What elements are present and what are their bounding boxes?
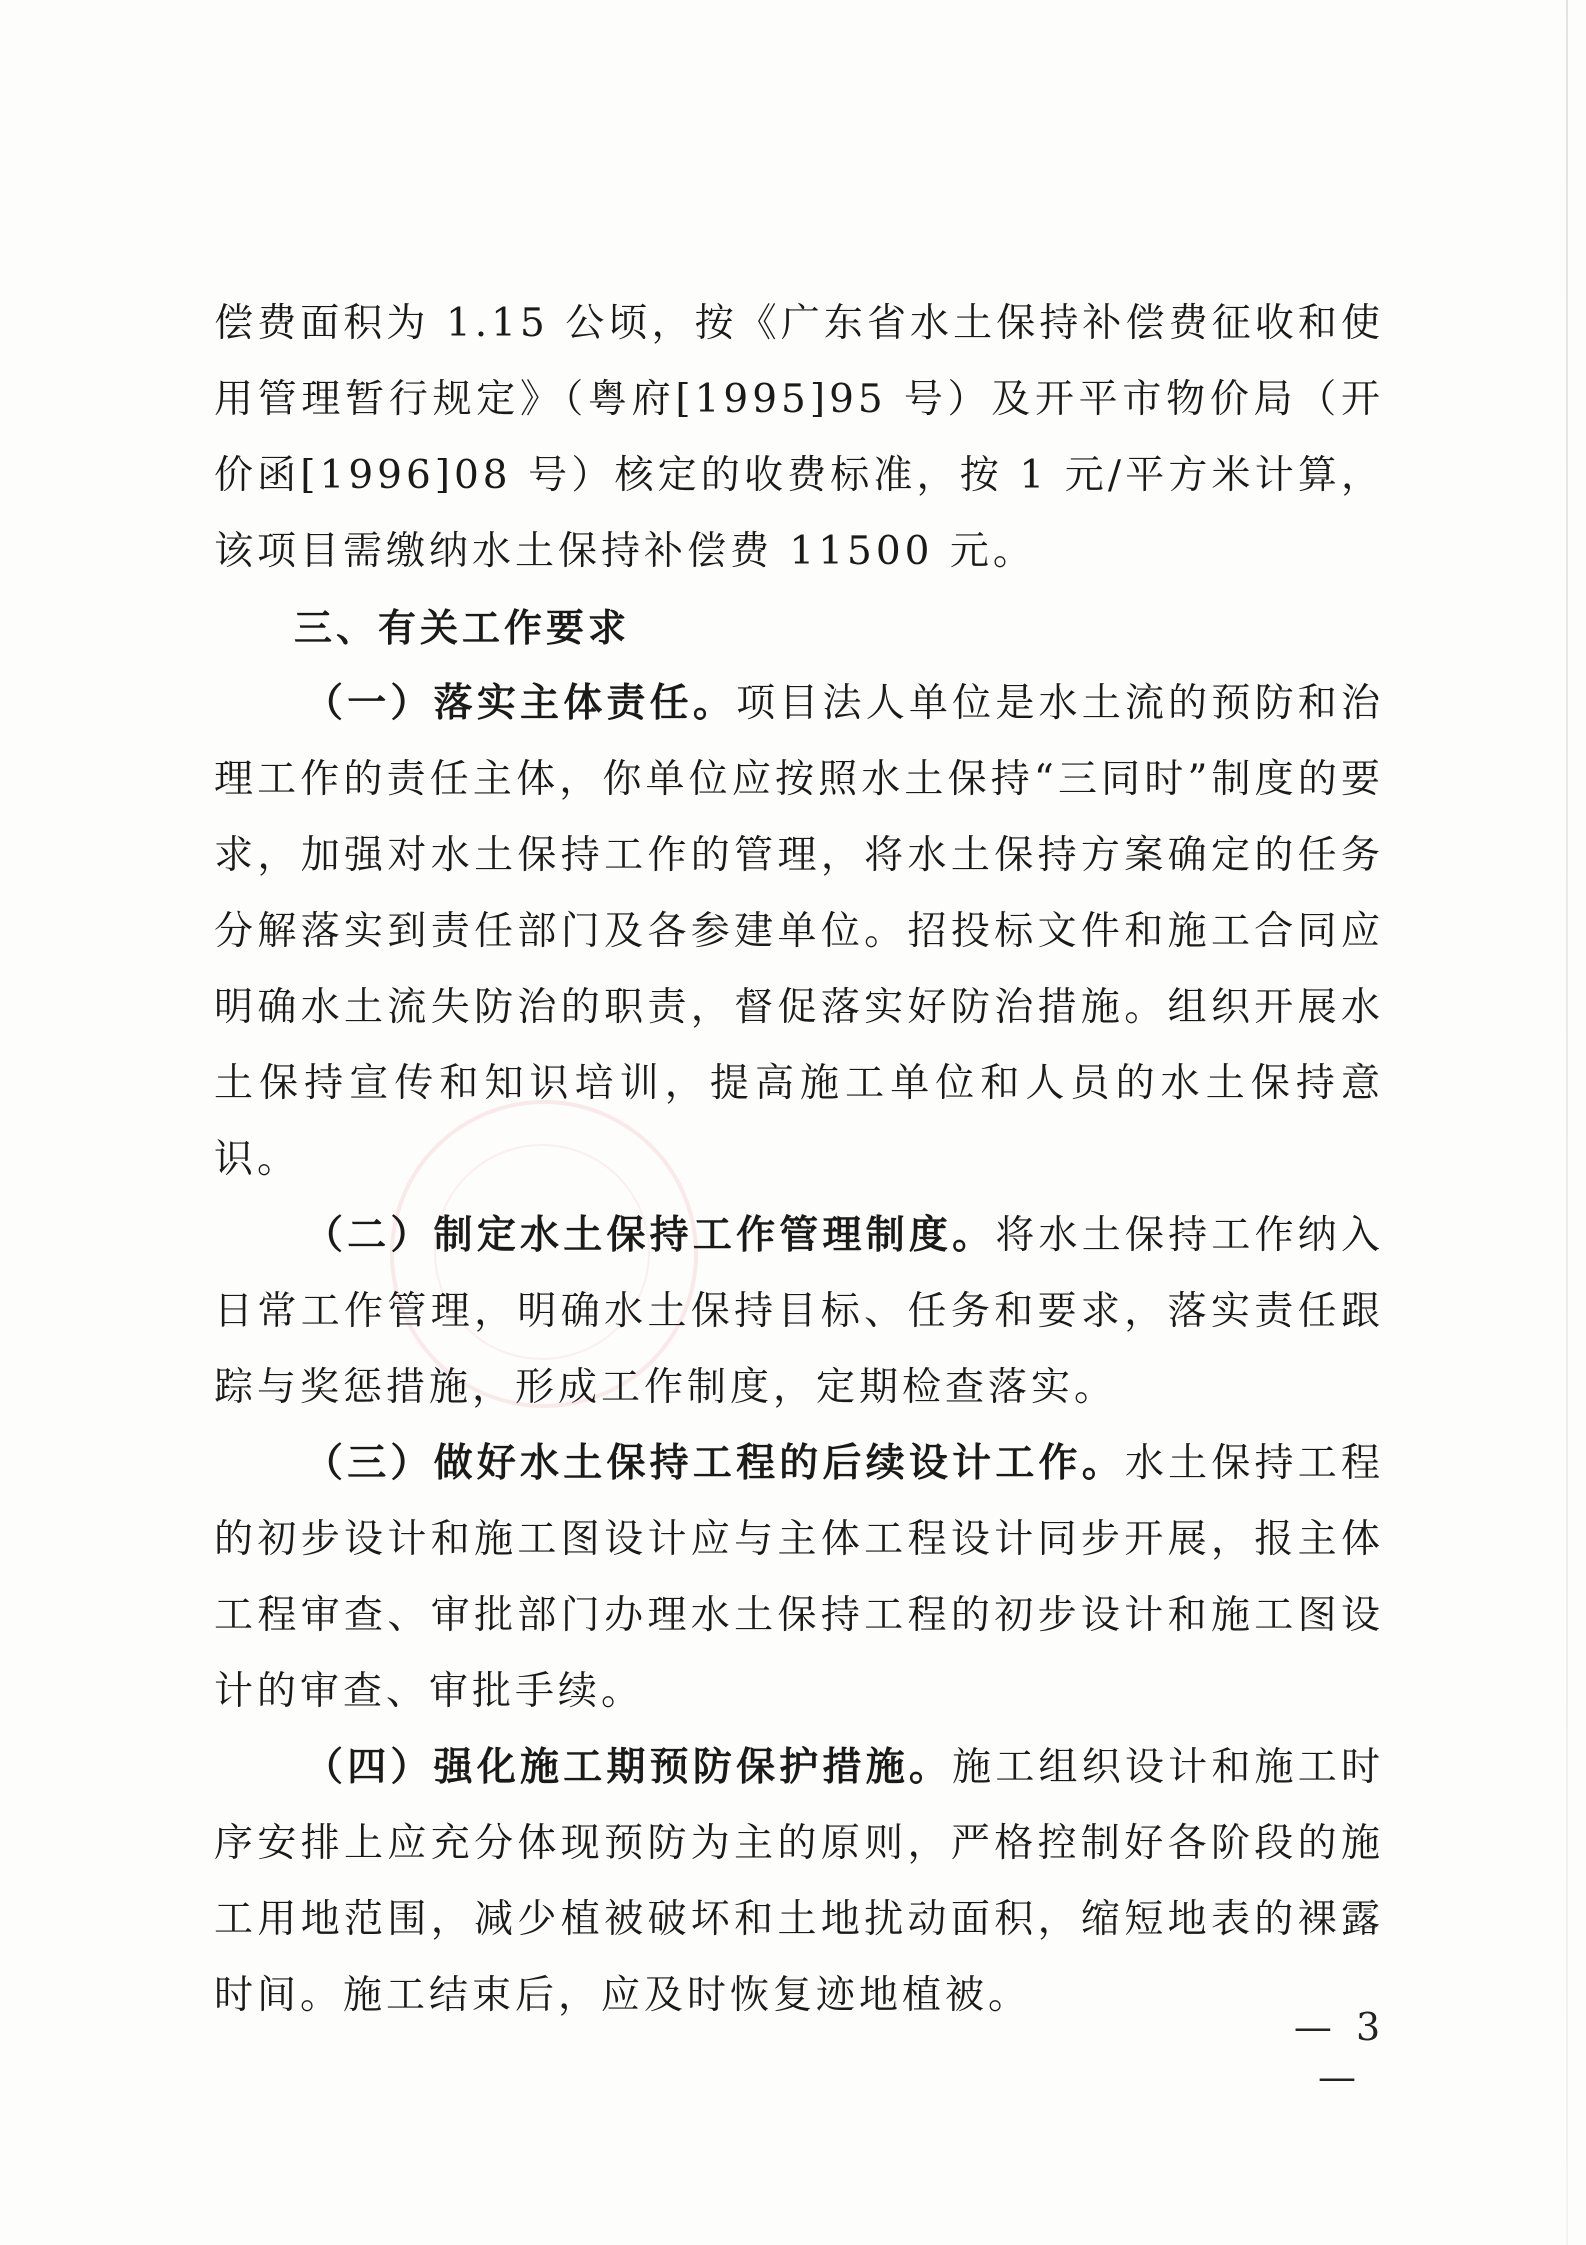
requirement-item-3-body: 水土保持工程的初步设计和施工图设计应与主体工程设计同步开展，报主体工程审查、审批部门办理水土保持工程的初步设计和施工图设计的审查、审批手续。 bbox=[214, 1441, 1384, 1714]
requirement-item-2 bbox=[214, 1198, 1384, 1426]
requirement-item-2-lead: （二）制定水土保持工作管理制度。 bbox=[304, 1213, 996, 1258]
requirement-item-4 bbox=[214, 1730, 1384, 2034]
requirement-item-3 bbox=[214, 1426, 1384, 1730]
requirement-item-1-lead: （一）落实主体责任。 bbox=[304, 681, 737, 726]
requirement-item-4-lead: （四）强化施工期预防保护措施。 bbox=[304, 1745, 953, 1790]
document-body bbox=[214, 286, 1384, 2034]
requirement-item-4-body: 施工组织设计和施工时序安排上应充分体现预防为主的原则，严格控制好各阶段的施工用地范围，减少植被破坏和土地扰动面积，缩短地表的裸露时间。施工结束后，应及时恢复迹地植被。 bbox=[214, 1745, 1384, 2018]
requirement-item-1-body: 项目法人单位是水土流的预防和治理工作的责任主体，你单位应按照水土保持“三同时”制度的要求，加强对水土保持工作的管理，将水土保持方案确定的任务分解落实到责任部门及各参建单位。招投标文件和施工合同应明确水土流失防治的职责，督促落实好防治措施。组织开展水土保持宣传和知识培训，提高施工单位和人员的水土保持意识。 bbox=[214, 681, 1384, 1182]
section-heading: 三、有关工作要求 bbox=[294, 606, 631, 650]
intro-paragraph: 偿费面积为 1.15 公顷，按《广东省水土保持补偿费征收和使用管理暂行规定》（粤府[1995]95 号）及开平市物价局（开价函[1996]08 号）核定的收费标准，按 1 元/平方米计算，该项目需缴纳水土保持补偿费 11500 元。 bbox=[214, 301, 1384, 574]
requirement-item-1 bbox=[214, 666, 1384, 1198]
page-number: — 3 — bbox=[1293, 2005, 1387, 2099]
scan-edge-line bbox=[1566, 0, 1568, 2245]
requirement-item-3-lead: （三）做好水土保持工程的后续设计工作。 bbox=[304, 1441, 1125, 1486]
requirement-item-2-body: 将水土保持工作纳入日常工作管理，明确水土保持目标、任务和要求，落实责任跟踪与奖惩措施，形成工作制度，定期检查落实。 bbox=[214, 1213, 1384, 1410]
